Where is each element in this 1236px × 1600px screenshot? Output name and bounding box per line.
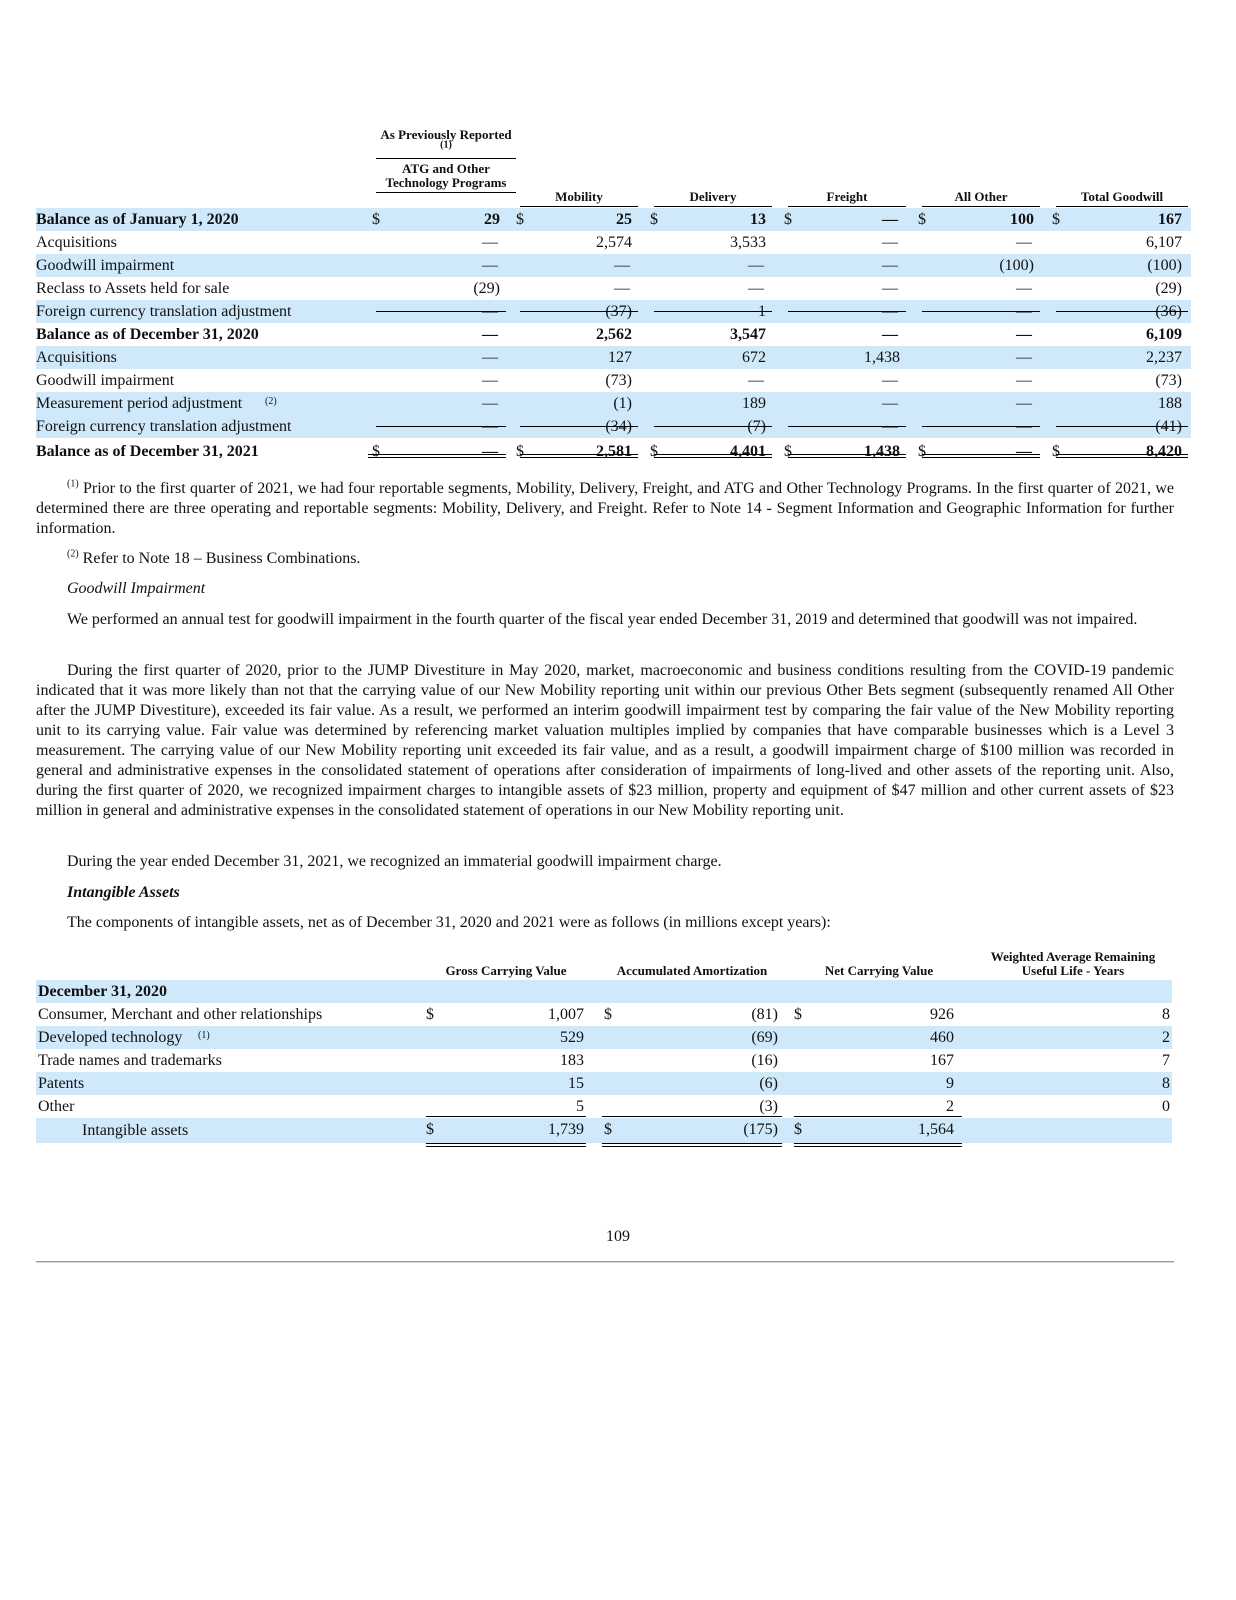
cell-value: — (882, 280, 898, 297)
cell-value: — (1016, 418, 1032, 435)
cell-value: — (482, 349, 498, 366)
cell-value: 672 (742, 349, 766, 366)
cell-value: (3) (759, 1098, 778, 1115)
goodwill-row (36, 369, 1191, 392)
row-label: Patents (38, 1075, 85, 1092)
column-header-mobility: Mobility (520, 190, 638, 204)
cell-value: 926 (930, 1006, 954, 1023)
cell-value: — (482, 443, 498, 460)
cell-value: 127 (608, 349, 632, 366)
cell-value: — (882, 303, 898, 320)
cell-value: — (614, 257, 630, 274)
cell-value: (36) (1155, 303, 1182, 320)
column-header-accumulated: Accumulated Amortization (602, 964, 782, 978)
cell-value: 189 (742, 395, 766, 412)
row-label: Acquisitions (36, 349, 117, 366)
cell-value: 13 (750, 211, 766, 228)
total-net: 1,564 (918, 1121, 954, 1138)
cell-value: 1,438 (864, 443, 900, 460)
intangible-row (36, 1072, 1172, 1095)
cell-value: — (748, 280, 764, 297)
cell-value: — (614, 280, 630, 297)
cell-value: — (748, 372, 764, 389)
goodwill-row (36, 208, 1191, 231)
as-previously-reported-label: As Previously Reported (380, 127, 512, 142)
currency-symbol: $ (604, 1121, 612, 1138)
currency-symbol: $ (372, 211, 380, 228)
currency-symbol: $ (794, 1121, 802, 1138)
paragraph-interim-test: During the first quarter of 2020, prior to the JUMP Divestiture in May 2020, market, macroeconomic and business conditions resulting from the COVID-19 pandemic indicated that it was more likely than not that the carrying value of our New Mobility reporting unit within our previous Other Bets segment (subsequently renamed All Other after the JUMP Divestiture), exceeded its fair value. As a result, we performed an interim goodwill impairment test by comparing the fair value of the New Mobility reporting unit to its carrying value. Fair value was determined by referencing market valuation multiples implied by companies that have comparable businesses which is a Level 3 measurement. The carrying value of our New Mobility reporting unit exceeded its fair value, and as a result, a goodwill impairment charge of $100 million was recorded in general and administrative expenses in the consolidated statement of operations after consideration of impairments of long-lived and other assets of the reporting unit. Also, during the first quarter of 2020, we recognized impairment charges to intangible assets of $23 million, property and equipment of $47 million and other current assets of $23 million in general and administrative expenses in the consolidated statement of operations in our New Mobility reporting unit. (36, 662, 1174, 819)
currency-symbol: $ (650, 443, 658, 460)
period-row (36, 980, 1172, 1003)
currency-symbol: $ (426, 1121, 434, 1138)
currency-symbol: $ (784, 443, 792, 460)
cell-value: (81) (751, 1006, 778, 1023)
cell-value: — (882, 211, 898, 228)
cell-value: — (1016, 303, 1032, 320)
cell-value: 8,420 (1146, 443, 1182, 460)
currency-symbol: $ (516, 443, 524, 460)
page-number: 109 (606, 1228, 630, 1245)
cell-value: 0 (1162, 1098, 1170, 1115)
row-label: Foreign currency translation adjustment (36, 418, 292, 435)
cell-value: (100) (999, 257, 1034, 274)
currency-symbol: $ (426, 1006, 434, 1023)
row-label: Goodwill impairment (36, 372, 175, 389)
cell-value: — (882, 234, 898, 251)
cell-value: — (1016, 326, 1032, 343)
row-label: Balance as of January 1, 2020 (36, 211, 239, 228)
total-gross: 1,739 (548, 1121, 584, 1138)
currency-symbol: $ (516, 211, 524, 228)
cell-value: (16) (751, 1052, 778, 1069)
cell-value: 2 (946, 1098, 954, 1115)
intangible-row: Developed technology (1) 529 (69) 460 2 (36, 1026, 1172, 1049)
cell-value: (37) (605, 303, 632, 320)
cell-value: 6,109 (1146, 326, 1182, 343)
intangible-row (36, 1095, 1172, 1118)
cell-value: 8 (1162, 1075, 1170, 1092)
cell-value: — (482, 418, 498, 435)
cell-value: — (1016, 280, 1032, 297)
cell-value: — (882, 326, 898, 343)
cell-value: — (1016, 234, 1032, 251)
total-accumulated: (175) (743, 1121, 778, 1138)
goodwill-impairment-heading: Goodwill Impairment (67, 580, 206, 597)
cell-value: 100 (1010, 211, 1034, 228)
paragraph-annual-test: We performed an annual test for goodwill impairment in the fourth quarter of the fiscal year ended December 31, 2019 and determined that goodwill was not impaired. (67, 611, 1138, 628)
cell-value: 29 (484, 211, 500, 228)
currency-symbol: $ (650, 211, 658, 228)
paragraph-intangible-intro: The components of intangible assets, net as of December 31, 2020 and 2021 were as follows (in millions except years): (67, 914, 831, 931)
cell-value: 4,401 (730, 443, 766, 460)
goodwill-row (36, 231, 1191, 254)
cell-value: — (482, 395, 498, 412)
cell-value: 1,438 (864, 349, 900, 366)
period-label: December 31, 2020 (38, 983, 167, 1000)
column-header-all-other: All Other (922, 190, 1040, 204)
cell-value: — (882, 418, 898, 435)
currency-symbol: $ (784, 211, 792, 228)
row-label: Foreign currency translation adjustment (36, 303, 292, 320)
column-header-useful-life: Weighted Average Remaining Useful Life - Years (974, 950, 1172, 978)
cell-value: (7) (747, 418, 766, 435)
footnote-1-text: Prior to the first quarter of 2021, we had four reportable segments, Mobility, Delivery, Freight, and ATG and Other Technology Programs. In the first quarter of 2021, we determined there are three operating and reportable segments: Mobility, Delivery, and Freight. Refer to Note 14 - Segment Information and Geographic Information for further information. (36, 480, 1175, 537)
currency-symbol: $ (918, 443, 926, 460)
cell-value: 2,574 (596, 234, 632, 251)
row-label: Goodwill impairment (36, 257, 175, 274)
cell-value: — (1016, 395, 1032, 412)
cell-value: 6,107 (1146, 234, 1182, 251)
footnote-2-text: Refer to Note 18 – Business Combinations. (82, 550, 361, 567)
column-header-atg: ATG and Other Technology Programs (376, 162, 516, 190)
cell-value: 1 (758, 303, 766, 320)
currency-symbol: $ (1052, 211, 1060, 228)
cell-value: 25 (616, 211, 632, 228)
cell-value: (41) (1155, 418, 1182, 435)
cell-value: — (1016, 349, 1032, 366)
column-header-freight: Freight (788, 190, 906, 204)
cell-value: — (1016, 372, 1032, 389)
cell-value: — (482, 372, 498, 389)
footnote-marker: (2) (67, 548, 79, 560)
row-label: Acquisitions (36, 234, 117, 251)
cell-value: — (882, 257, 898, 274)
cell-value: — (482, 234, 498, 251)
intangible-assets-heading: Intangible Assets (67, 884, 180, 901)
cell-value: 3,533 (730, 234, 766, 251)
cell-value: — (1016, 443, 1032, 460)
row-label: Other (38, 1098, 75, 1115)
currency-symbol: $ (1052, 443, 1060, 460)
row-label: Reclass to Assets held for sale (36, 280, 230, 297)
cell-value: — (482, 303, 498, 320)
cell-value: (6) (759, 1075, 778, 1092)
cell-value: — (748, 257, 764, 274)
cell-value: — (882, 395, 898, 412)
goodwill-row: Measurement period adjustment (2) — (1) 189 — — 188 (36, 392, 1191, 415)
cell-value: 5 (576, 1098, 584, 1115)
column-header-total-goodwill: Total Goodwill (1056, 190, 1188, 204)
cell-value: 2 (1162, 1029, 1170, 1046)
intangible-row (36, 1003, 1172, 1026)
cell-value: 167 (1158, 211, 1182, 228)
row-label: Developed technology (38, 1029, 183, 1046)
cell-value: 183 (560, 1052, 584, 1069)
cell-value: (29) (473, 280, 500, 297)
currency-symbol: $ (604, 1006, 612, 1023)
cell-value: 15 (568, 1075, 584, 1092)
row-label: Consumer, Merchant and other relationships (38, 1006, 323, 1023)
goodwill-row (36, 440, 1191, 463)
currency-symbol: $ (918, 211, 926, 228)
cell-value: 3,547 (730, 326, 766, 343)
footnote-marker: (1) (67, 478, 79, 490)
goodwill-row (36, 277, 1191, 300)
currency-symbol: $ (794, 1006, 802, 1023)
cell-value: 2,581 (596, 443, 632, 460)
cell-value: 2,237 (1146, 349, 1182, 366)
cell-value: 167 (930, 1052, 954, 1069)
footnote-1 (36, 479, 1174, 539)
total-row (36, 1118, 1172, 1143)
cell-value: 460 (930, 1029, 954, 1046)
cell-value: 2,562 (596, 326, 632, 343)
cell-value: — (482, 326, 498, 343)
column-group-header (376, 128, 516, 156)
cell-value: 1,007 (548, 1006, 584, 1023)
cell-value: (34) (605, 418, 632, 435)
footnote-marker: (1) (440, 139, 452, 151)
row-label: Trade names and trademarks (38, 1052, 222, 1069)
cell-value: 7 (1162, 1052, 1170, 1069)
column-header-net: Net Carrying Value (794, 964, 964, 978)
total-label: Intangible assets (82, 1122, 189, 1139)
cell-value: (73) (1155, 372, 1182, 389)
currency-symbol: $ (372, 443, 380, 460)
cell-value: — (482, 257, 498, 274)
cell-value: (100) (1147, 257, 1182, 274)
cell-value: 529 (560, 1029, 584, 1046)
cell-value: — (882, 372, 898, 389)
cell-value: 8 (1162, 1006, 1170, 1023)
goodwill-row (36, 346, 1191, 369)
goodwill-row (36, 323, 1191, 346)
row-label: Balance as of December 31, 2020 (36, 326, 259, 343)
column-header-gross: Gross Carrying Value (426, 964, 586, 978)
goodwill-row (36, 254, 1191, 277)
footnote-2 (36, 549, 1174, 569)
cell-value: (73) (605, 372, 632, 389)
cell-value: (29) (1155, 280, 1182, 297)
row-label: Measurement period adjustment (36, 395, 243, 412)
intangible-row (36, 1049, 1172, 1072)
column-header-delivery: Delivery (654, 190, 772, 204)
paragraph-2021-impairment: During the year ended December 31, 2021, we recognized an immaterial goodwill impairment charge. (67, 853, 722, 870)
page-divider (36, 1261, 1174, 1262)
cell-value: 188 (1158, 395, 1182, 412)
cell-value: 9 (946, 1075, 954, 1092)
cell-value: (1) (613, 395, 632, 412)
cell-value: (69) (751, 1029, 778, 1046)
row-label: Balance as of December 31, 2021 (36, 443, 259, 460)
